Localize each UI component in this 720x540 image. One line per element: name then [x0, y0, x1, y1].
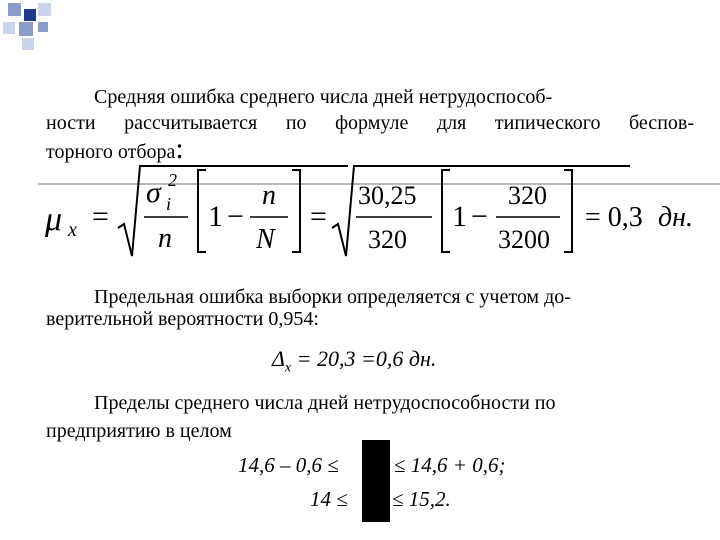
bracket-close-2 [564, 170, 572, 252]
formula-one-1: 1 [208, 200, 223, 233]
marginal-error-value: = 20,3 =0,6 дн. [291, 346, 437, 371]
decor-square-2 [24, 9, 36, 21]
formula-mu: μ [45, 201, 63, 238]
inequality-line2-right: ≤ 15,2. [392, 487, 451, 511]
para2-line1: Предельная ошибка выборки определяется с учетом до- [94, 286, 571, 308]
decor-square-7 [38, 22, 48, 32]
decor-square-5 [19, 22, 33, 36]
formula-eq-2: = [310, 200, 327, 233]
formula-eq-1: = [92, 200, 109, 233]
para1-line3-text: торного отбора [46, 141, 176, 163]
redaction-box [362, 440, 390, 522]
formula-sub-i: i [166, 194, 172, 214]
decor-square-1 [8, 3, 21, 16]
inequality-line2-left: 14 ≤ [310, 487, 348, 511]
para3-line1: Пределы среднего числа дней нетрудоспособности по [94, 392, 556, 414]
formula-n: n [262, 180, 276, 211]
formula-den-2: 3200 [498, 225, 550, 254]
formula-sigma: σ [146, 176, 161, 209]
error-formula [40, 160, 710, 260]
formula-x-sub: x [68, 219, 77, 241]
para3-line2: предприятию в целом [46, 420, 232, 442]
bracket-open-2 [442, 170, 450, 252]
para1-line2: ности рассчитывается по формуле для типического беспов- [46, 112, 694, 134]
formula-one-2: 1 [452, 200, 467, 233]
decor-square-4 [3, 22, 15, 34]
delta-sub: x [284, 360, 292, 376]
formula-result: = 0,3 [585, 202, 643, 233]
formula-den-n: n [158, 223, 172, 254]
para1-line1: Средняя ошибка среднего числа дней нетрудоспособ- [94, 86, 553, 108]
formula-unit: дн. [658, 202, 694, 233]
decor-square-3 [38, 3, 51, 16]
formula-minus-2: − [471, 200, 488, 233]
formula-minus-1: − [227, 200, 244, 233]
formula-sup-2: 2 [168, 170, 177, 190]
decor-square-6 [22, 38, 34, 50]
para2-line2: верительной вероятности 0,954: [46, 308, 319, 330]
formula-num-2: 320 [508, 181, 547, 210]
formula-den-1: 320 [368, 225, 407, 254]
inequality-line1-right: ≤ 14,6 + 0,6; [394, 453, 506, 477]
para1-colon: : [175, 132, 184, 165]
inequality-line1-left: 14,6 – 0,6 ≤ [238, 453, 339, 477]
formula-num-1: 30,25 [358, 181, 417, 210]
delta-symbol: Δ [272, 346, 285, 371]
bracket-close-1 [292, 170, 300, 252]
bracket-open-1 [198, 170, 206, 252]
marginal-error-formula [272, 346, 436, 381]
formula-N: N [256, 224, 275, 255]
